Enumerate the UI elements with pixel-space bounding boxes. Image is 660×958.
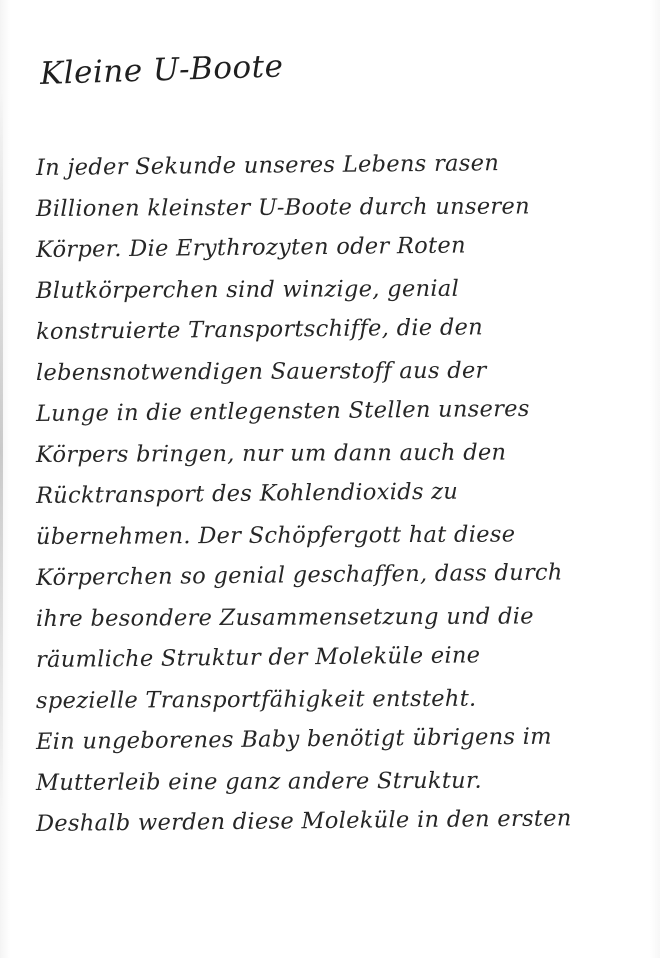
page-title: Kleine U-Boote: [39, 48, 284, 92]
text-line: Ein ungeborenes Baby benötigt übrigens im: [35, 723, 552, 755]
text-line: Körpers bringen, nur um dann auch den: [35, 439, 507, 468]
text-line: Körperchen so genial geschaffen, dass durch: [35, 559, 563, 591]
text-line: Blutkörperchen sind winzige, genial: [35, 275, 460, 304]
text-line: übernehmen. Der Schöpfergott hat diese: [35, 521, 516, 550]
text-line: In jeder Sekunde unseres Lebens rasen: [35, 150, 500, 181]
text-line: Lunge in die entlegensten Stellen unseres: [35, 395, 530, 427]
text-line: Billionen kleinster U-Boote durch unseren: [35, 193, 530, 222]
text-line: konstruierte Transportschiffe, die den: [35, 314, 484, 345]
text-line: Deshalb werden diese Moleküle in den ersten: [35, 805, 572, 837]
text-line: Rücktransport des Kohlendioxids zu: [35, 478, 459, 509]
body-text: [36, 148, 626, 845]
text-line: spezielle Transportfähigkeit entsteht.: [35, 685, 477, 714]
text-line: Körper. Die Erythrozyten oder Roten: [35, 232, 466, 263]
text-line: ihre besondere Zusammensetzung und die: [35, 603, 534, 632]
text-line: räumliche Struktur der Moleküle eine: [35, 642, 481, 673]
text-line: Mutterleib eine ganz andere Struktur.: [35, 767, 483, 796]
text-line: lebensnotwendigen Sauerstoff aus der: [35, 357, 487, 386]
page-edge-shadow: [0, 90, 3, 810]
